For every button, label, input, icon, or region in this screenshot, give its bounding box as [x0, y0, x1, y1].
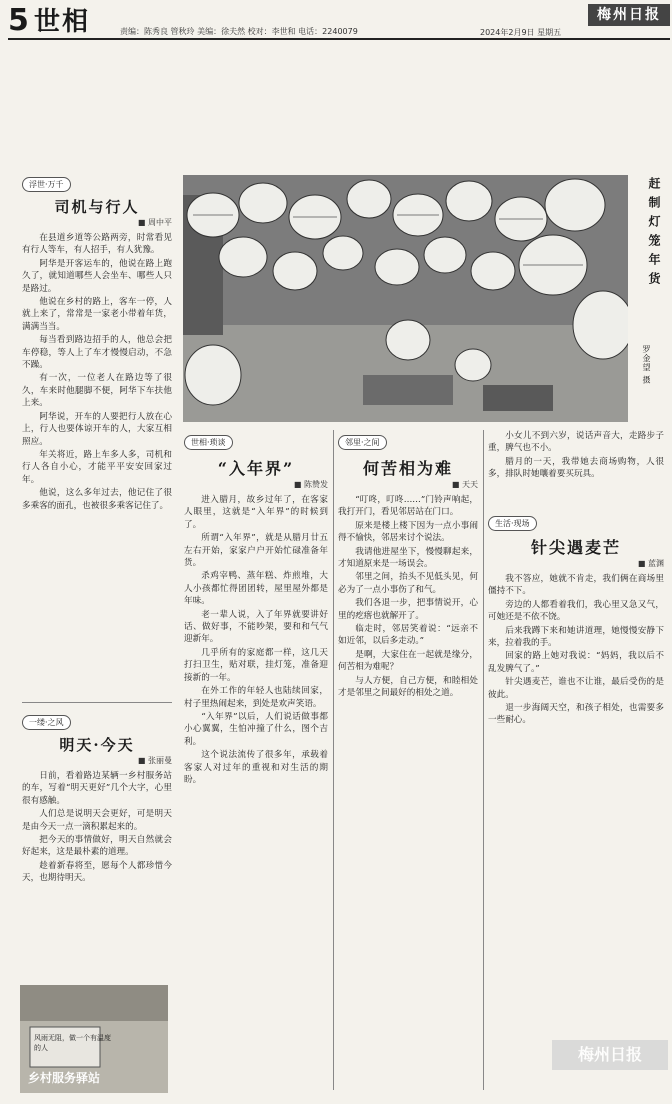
watermark: 梅州日报 — [552, 1040, 668, 1070]
column-divider — [22, 702, 172, 703]
service-station-ad — [20, 985, 168, 1093]
paragraph: 回家的路上她对我说：“妈妈，我以后不乱发脾气了。” — [488, 651, 664, 674]
section-title: 世相 — [34, 7, 91, 37]
paragraph: 几乎所有的家庭都一样，这几天打扫卫生，贴对联，挂灯笼，准备迎接新的一年。 — [184, 647, 328, 683]
dateline: 2024年2月9日 星期五 — [480, 28, 562, 37]
paragraph: 进入腊月，故乡过年了，在客家人眼里，这就是“入年界”的时候到了。 — [184, 495, 328, 530]
paragraph: 在县道乡道等公路两旁，时常看见有行人等车，有人招手，有人犹豫。 — [22, 233, 172, 256]
paragraph: 邻里之间，抬头不见低头见，何必为了一点小事伤了和气。 — [338, 572, 478, 595]
article-byline: ■ 陈赞发 — [293, 480, 328, 489]
article-kicker: 浮世·万千 — [22, 177, 71, 192]
paragraph: 腊月的一天，我带她去商场购物，人很多，排队时她嚷着要买玩具。 — [488, 456, 664, 480]
editor-credits: 责编：陈秀良 管秋玲 美编：徐夫然 校对：李世和 电话：2240079 — [120, 27, 358, 36]
paragraph: 有一次，一位老人在路边等了很久，车来时他腿脚不便，阿华下车扶他上来。 — [22, 373, 172, 409]
paragraph: 原来是楼上楼下因为一点小事闹得不愉快，邻居来讨个说法。 — [338, 520, 478, 544]
article-byline: ■ 天天 — [451, 480, 478, 489]
paragraph: 人们总是说明天会更好，可是明天是由今天一点一滴积累起来的。 — [22, 809, 172, 832]
paragraph: 阿华是开客运车的，他说在路上跑久了，就知道哪些人会坐车、哪些人只是路过。 — [22, 258, 172, 294]
paragraph: 后来我蹲下来和她讲道理，她慢慢安静下来，拉着我的手。 — [488, 625, 664, 649]
paragraph: 退一步海阔天空，和孩子相处，也需要多一些耐心。 — [488, 703, 664, 726]
ad-tagline: 风雨无阻，做一个有温度的人 — [34, 1034, 111, 1052]
article-intro — [488, 430, 664, 510]
article-tomorrow — [22, 710, 172, 980]
article-kicker: 生活·现场 — [488, 516, 537, 531]
article-body — [22, 232, 172, 702]
paragraph: 把今天的事情做好，明天自然就会好起来，这是最朴素的道理。 — [22, 835, 172, 858]
article-byline: ■ 蓝渊 — [637, 559, 664, 568]
article-title: 明天·今天 — [59, 736, 135, 754]
paragraph: 日前，看着路边某辆一乡村服务站的车，写着“明天更好”几个大字，心里很有感触。 — [22, 771, 172, 806]
paragraph: 他说在乡村的路上，客车一停，人就上来了，常常是一家老小带着年货，满满当当。 — [22, 297, 172, 332]
article-byline: ■ 张丽曼 — [137, 756, 172, 765]
article-driver — [22, 172, 172, 702]
paragraph: 在外工作的年轻人也陆续回家，村子里热闹起来，到处是欢声笑语。 — [184, 686, 328, 709]
article-neighbors — [338, 430, 478, 1104]
article-body — [338, 494, 478, 1104]
article-kicker: 一缕·之风 — [22, 715, 71, 730]
paragraph: 他说，这么多年过去，他记住了很多乘客的面孔，也被很多乘客记住了。 — [22, 488, 172, 511]
paragraph: 杀鸡宰鸭、蒸年糕、炸煎堆，大人小孩都忙得团团转，屋里屋外都是年味。 — [184, 571, 328, 607]
lantern-photo-drawing — [183, 175, 628, 422]
photo-credit: 罗金望 摄 — [642, 345, 651, 385]
article-title: 司机与行人 — [54, 198, 140, 216]
page-header — [0, 0, 672, 46]
article-title: 针尖遇麦芒 — [530, 538, 621, 557]
paragraph: 老一辈人说，入了年界就要讲好话、做好事，不能吵架，要和和气气迎新年。 — [184, 609, 328, 645]
lantern-photo — [183, 175, 628, 422]
paragraph: 我不答应，她就不肯走，我们俩在商场里僵持不下。 — [488, 574, 664, 597]
paragraph: 这个说法流传了很多年，承载着客家人对过年的重视和对生活的期盼。 — [184, 750, 328, 785]
column-divider — [333, 430, 334, 1090]
paragraph: 趁着新春将至，愿每个人都珍惜今天，也期待明天。 — [22, 860, 172, 884]
paragraph: 每当看到路边招手的人，他总会把车停稳，等人上了车才慢慢启动，不急不躁。 — [22, 335, 172, 371]
page-number: 5 — [8, 3, 29, 38]
paragraph: 小女儿不到六岁，说话声音大，走路步子重，脾气也不小。 — [488, 431, 664, 454]
article-kicker: 世相·琐谈 — [184, 435, 233, 450]
header-rule — [8, 38, 670, 40]
article-body — [184, 494, 328, 1104]
article-needle — [488, 430, 664, 1043]
photo-side-title: 赶制灯笼年货 — [647, 177, 661, 291]
paragraph: “叮咚，叮咚……”门铃声响起，我打开门，看见邻居站在门口。 — [338, 495, 478, 518]
paragraph: 临走时，邻居笑着说：“远亲不如近邻，以后多走动。” — [338, 624, 478, 647]
article-body — [22, 770, 172, 980]
ad-caption: 乡村服务驿站 — [28, 1071, 101, 1085]
paragraph: 我们各退一步，把事情说开，心里的疙瘩也就解开了。 — [338, 598, 478, 621]
column-divider — [483, 430, 484, 1090]
paragraph: 我请他进屋坐下，慢慢聊起来，才知道原来是一场误会。 — [338, 546, 478, 570]
article-new-year — [184, 430, 328, 1104]
paragraph: 旁边的人都看着我们，我心里又急又气，可她还是不依不饶。 — [488, 599, 664, 623]
paragraph: 是啊，大家住在一起就是缘分，何苦相为难呢？ — [338, 649, 478, 673]
paragraph: 所谓“入年界”，就是从腊月廿五左右开始，家家户户开始忙碌准备年货。 — [184, 533, 328, 569]
paragraph: 年关将近，路上车多人多，司机和行人各自小心，才能平平安安回家过年。 — [22, 449, 172, 485]
photo-side-caption — [635, 175, 665, 422]
article-body — [488, 573, 664, 1043]
article-kicker: 邻里·之间 — [338, 435, 387, 450]
article-title: 何苦相为难 — [362, 459, 453, 478]
paragraph: 与人方便，自己方便，和睦相处才是邻里之间最好的相处之道。 — [338, 675, 478, 699]
paragraph: “入年界”以后，人们说话做事都小心翼翼，生怕冲撞了什么，图个吉利。 — [184, 711, 328, 747]
paragraph: 阿华说，开车的人要把行人放在心上，行人也要体谅开车的人，大家互相照应。 — [22, 411, 172, 447]
article-title: “入年界” — [217, 459, 295, 478]
article-byline: ■ 周中平 — [137, 218, 172, 227]
newspaper-logo: 梅州日报 — [588, 4, 670, 26]
paragraph: 针尖遇麦芒，谁也不让谁，最后受伤的是彼此。 — [488, 677, 664, 700]
